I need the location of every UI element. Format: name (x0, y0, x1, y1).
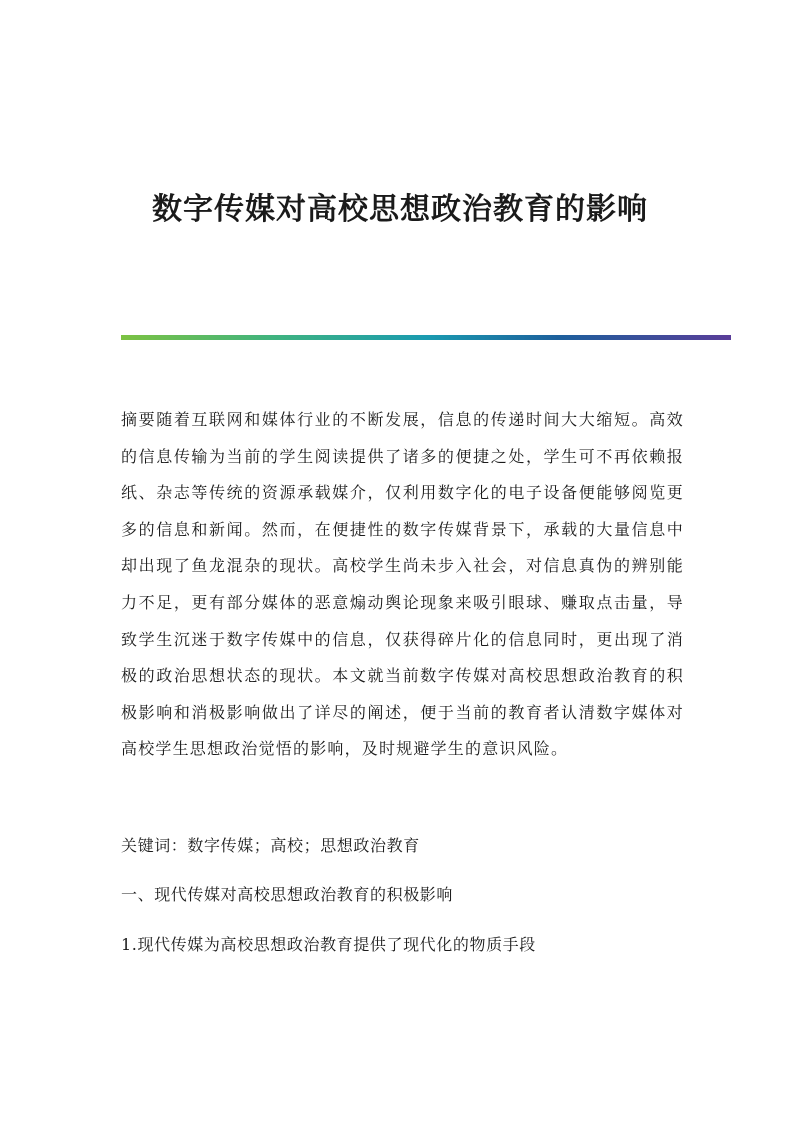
section-heading: 一、现代传媒对高校思想政治教育的积极影响 (121, 885, 454, 904)
document-title: 数字传媒对高校思想政治教育的影响 (152, 192, 648, 227)
keywords-line: 关键词：数字传媒；高校；思想政治教育 (121, 836, 420, 855)
title-divider-rule (121, 335, 731, 340)
abstract-paragraph: 摘要随着互联网和媒体行业的不断发展，信息的传递时间大大缩短。高效的信息传输为当前的学生阅读提供了诸多的便捷之处，学生可不再依赖报纸、杂志等传统的资源承载媒介，仅利用数字化的电子设备便能够阅览更多的信息和新闻。然而，在便捷性的数字传媒背景下，承载的大量信息中却出现了鱼龙混杂的现状。高校学生尚未步入社会，对信息真伪的辨别能力不足，更有部分媒体的恶意煽动舆论现象来吸引眼球、赚取点击量，导致学生沉迷于数字传媒中的信息，仅获得碎片化的信息同时，更出现了消极的政治思想状态的现状。本文就当前数字传媒对高校思想政治教育的积极影响和消极影响做出了详尽的阐述，便于当前的教育者认清数字媒体对高校学生思想政治觉悟的影响，及时规避学生的意识风险。 (121, 410, 684, 759)
subsection-heading: 1.现代传媒为高校思想政治教育提供了现代化的物质手段 (121, 935, 536, 954)
